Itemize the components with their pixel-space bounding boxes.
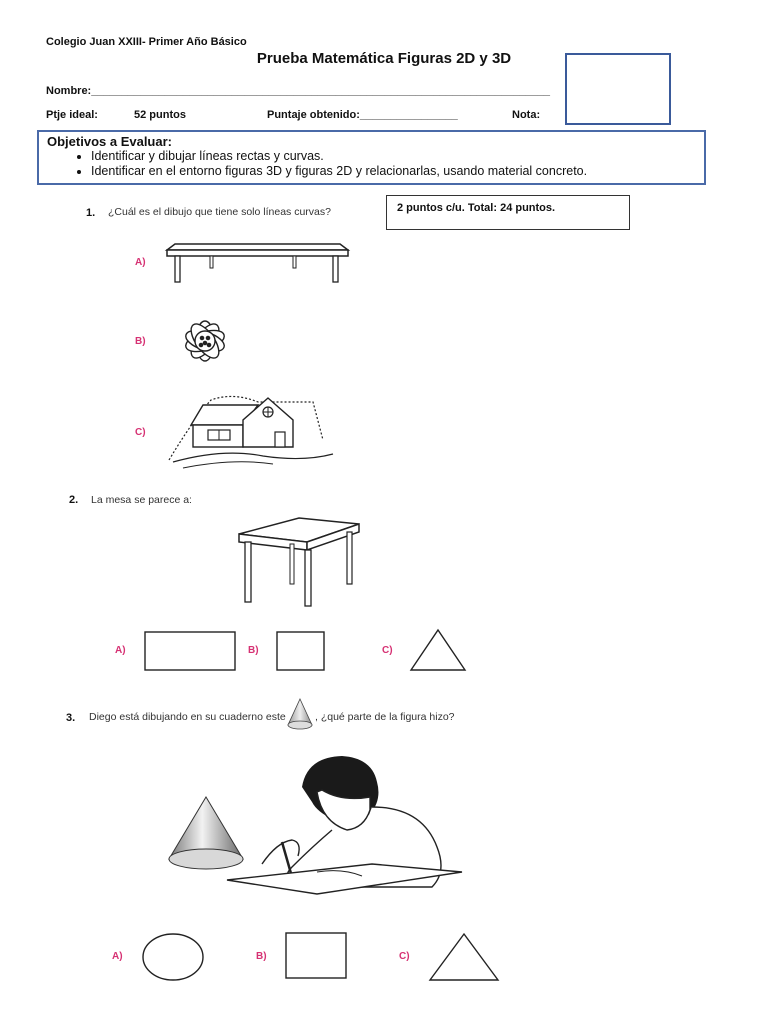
flower-drawing: [165, 311, 245, 371]
q1-option-b-label: B): [135, 336, 146, 347]
q3-option-b-label: B): [256, 951, 267, 962]
page-title: Prueba Matemática Figuras 2D y 3D: [256, 50, 512, 67]
q2-option-c-label: C): [382, 645, 393, 656]
q2-option-a-label: A): [115, 645, 126, 656]
objective-item: • Identificar en el entorno figuras 3D y figuras 2D y relacionarlas, usando material concreto.: [91, 164, 696, 179]
grade-box: [565, 53, 671, 125]
circle-shape: [141, 932, 205, 982]
boy-drawing: [222, 752, 467, 897]
triangle-shape-q3: [428, 932, 500, 982]
q3-option-a-label: A): [112, 951, 123, 962]
objectives-heading: Objetivos a Evaluar:: [47, 134, 172, 149]
question-3-text-before: Diego está dibujando en su cuaderno este: [89, 711, 286, 723]
q1-option-c-label: C): [135, 427, 146, 438]
question-2-text: La mesa se parece a:: [91, 494, 192, 506]
q2-option-b-label: B): [248, 645, 259, 656]
q3-option-c-label: C): [399, 951, 410, 962]
q1-option-a-label: A): [135, 257, 146, 268]
question-3-number: 3.: [66, 712, 76, 724]
small-cone-icon: [285, 697, 315, 733]
square-shape: [276, 631, 326, 671]
name-field-label: Nombre:___________________________________________________________________________: [46, 85, 551, 97]
points-note: 2 puntos c/u. Total: 24 puntos.: [386, 195, 630, 230]
obtained-score-label: Puntaje obtenido:________________: [267, 109, 458, 121]
table-drawing: [165, 234, 350, 284]
house-drawing: [163, 390, 338, 470]
table-3d-drawing: [235, 514, 365, 609]
square-shape-q3: [285, 932, 348, 980]
grade-label: Nota:: [512, 109, 541, 121]
objectives-list: [47, 149, 696, 179]
objective-item: • Identificar y dibujar líneas rectas y curvas.: [91, 149, 696, 164]
question-1-text: ¿Cuál es el dibujo que tiene solo líneas curvas?: [108, 206, 331, 218]
ideal-score-label: Ptje ideal:: [46, 109, 98, 121]
question-3-text-after: , ¿qué parte de la figura hizo?: [315, 711, 455, 723]
objectives-box: [37, 130, 706, 185]
rectangle-shape: [144, 631, 236, 671]
question-1-number: 1.: [86, 207, 96, 219]
ideal-score-value: 52 puntos: [134, 109, 186, 121]
question-2-number: 2.: [69, 494, 79, 506]
triangle-shape: [409, 628, 467, 672]
school-name: Colegio Juan XXIII- Primer Año Básico: [46, 36, 247, 48]
